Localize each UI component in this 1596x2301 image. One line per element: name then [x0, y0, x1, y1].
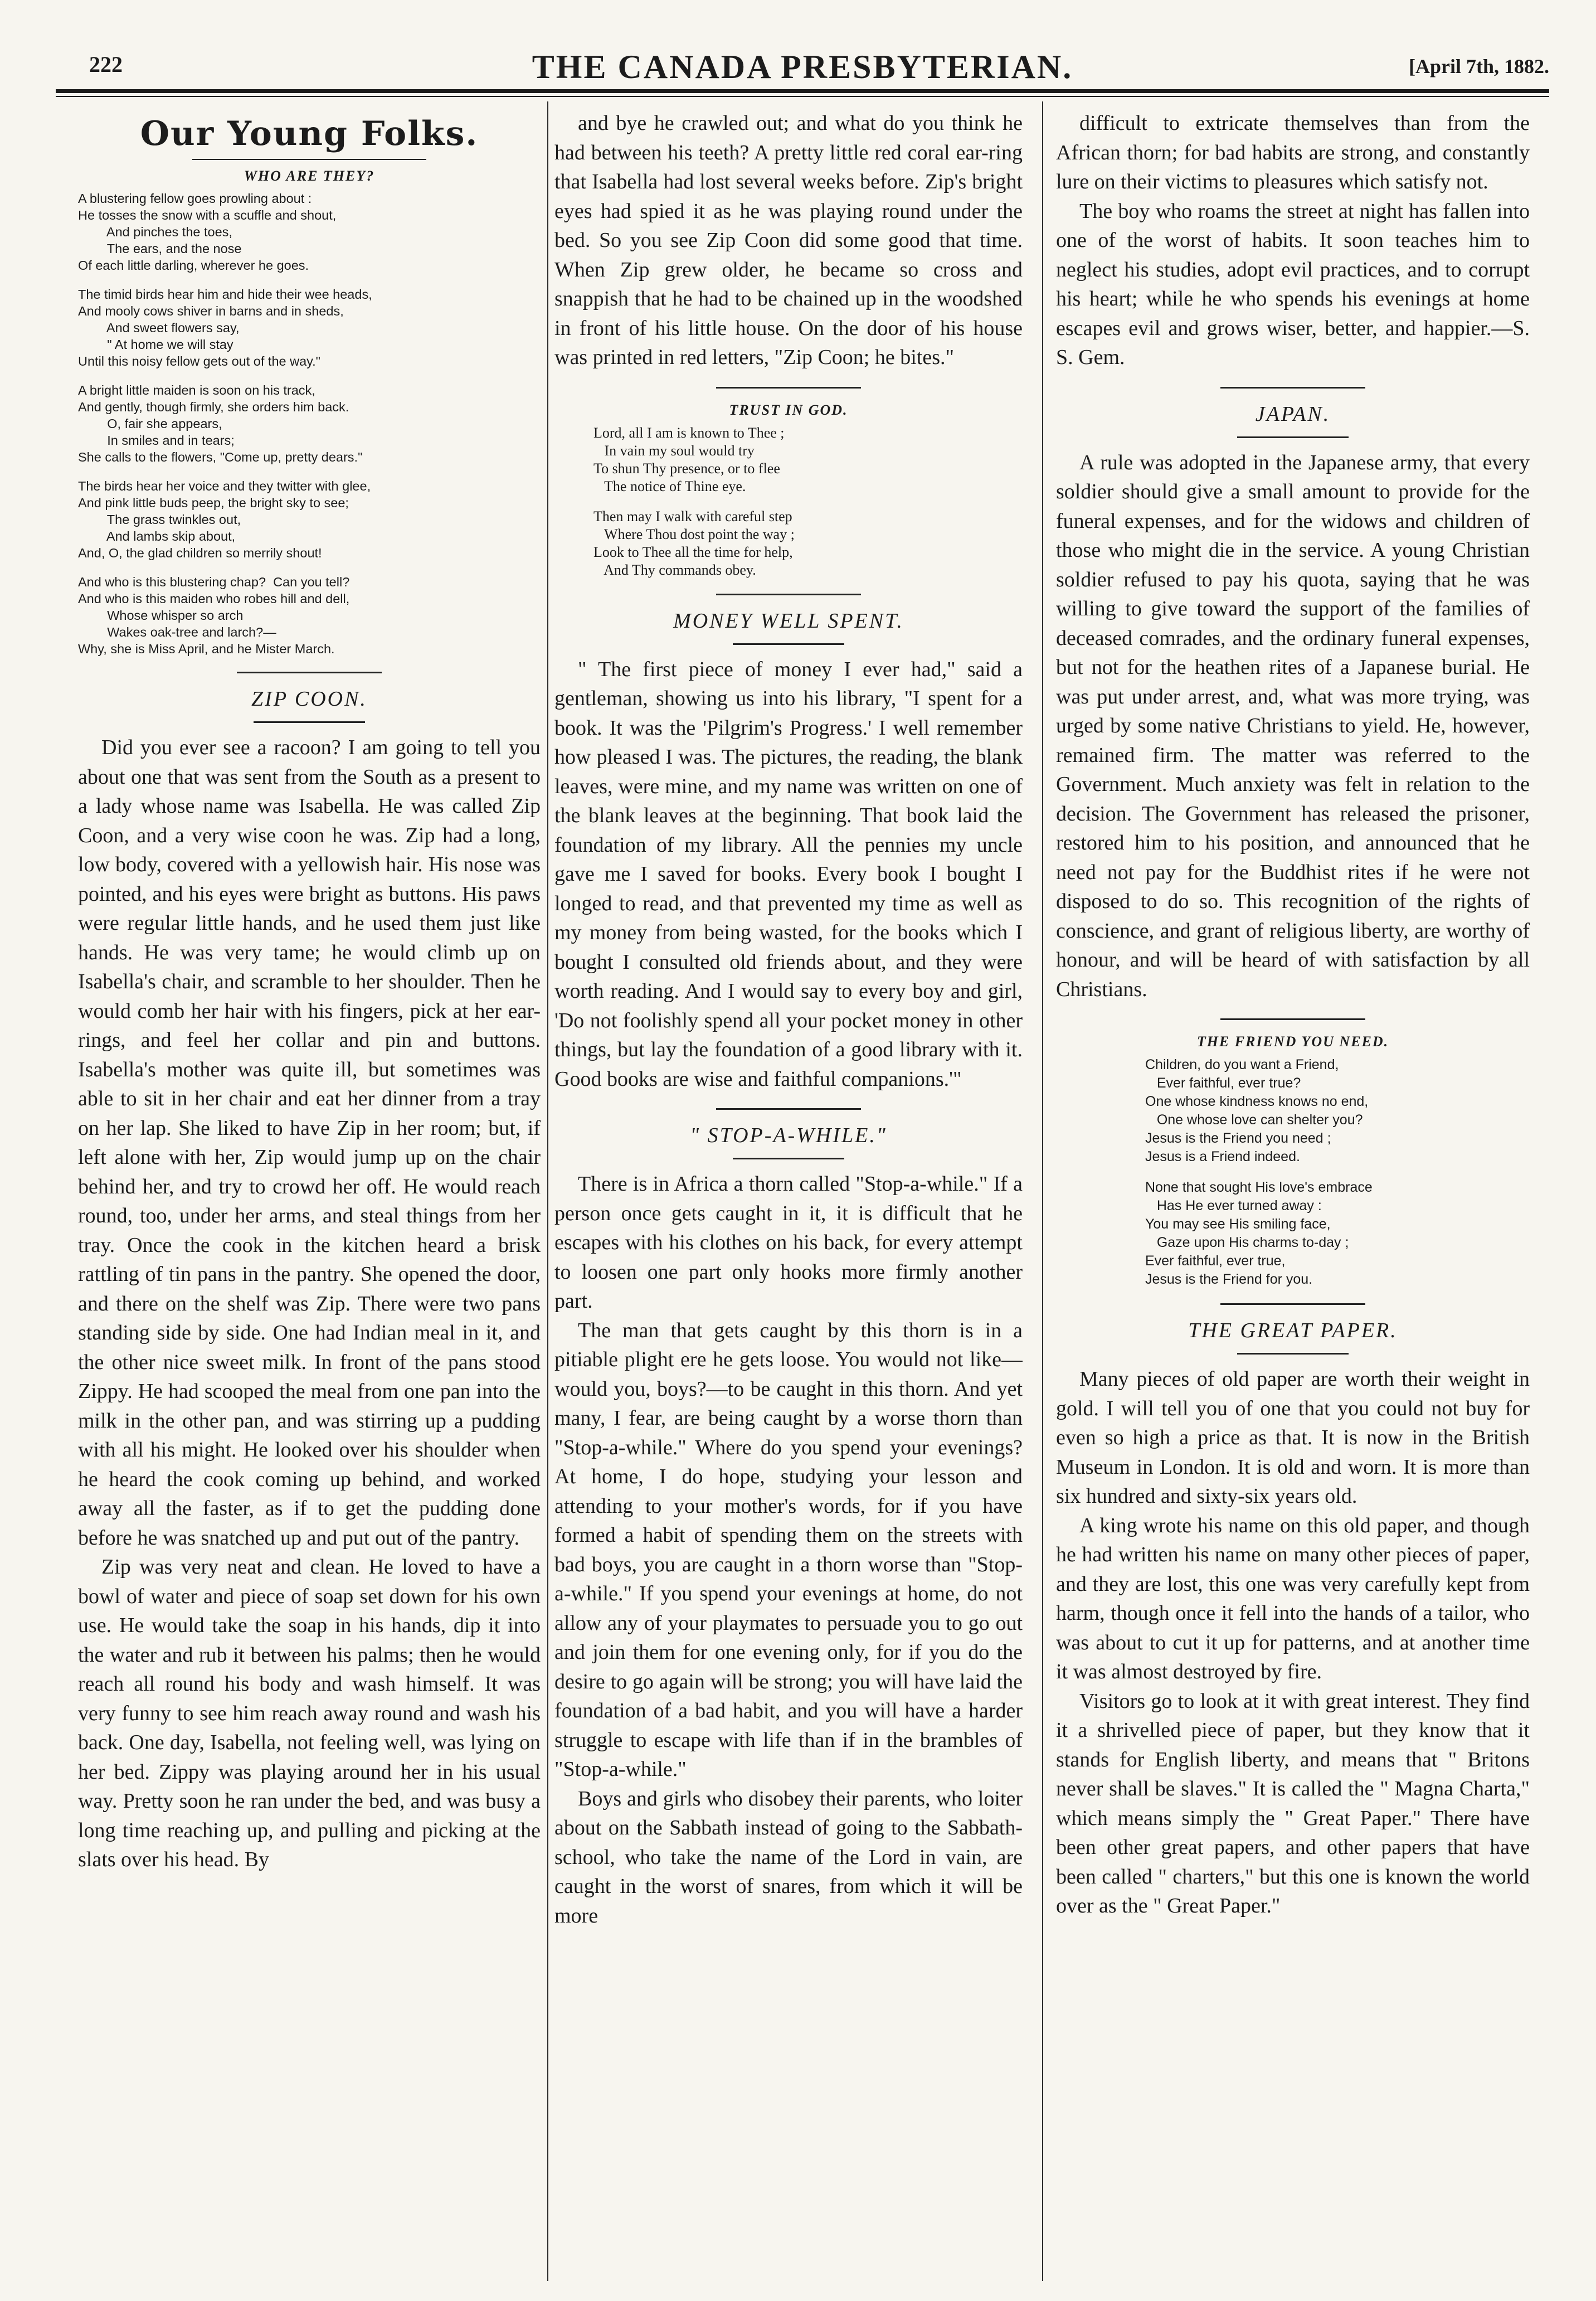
poem-line: In smiles and in tears;: [78, 433, 235, 448]
poem-stanza: [593, 508, 1023, 579]
poem-stanza: [78, 574, 541, 657]
poem-stanza: [1145, 1178, 1530, 1289]
article-continuation: [554, 109, 1023, 372]
article-continuation: [1056, 109, 1530, 372]
poem-line: Ever faithful, ever true,: [1145, 1253, 1286, 1269]
poem-line: Jesus is the Friend for you.: [1145, 1271, 1313, 1287]
section-divider: [1220, 1303, 1365, 1305]
paragraph: difficult to extricate themselves than from the African thorn; for bad habits are strong, and constantly lure on their victims to pleasures which satisfy not.: [1056, 111, 1530, 193]
paragraph: The man that gets caught by this thorn is in a pitiable plight ere he gets loose. You would not like—would you, boys?—to be caught in this thorn. And yet many, I fear, are being caught by a worse thorn than "Stop-a-while." Where do you spend your evenings? At home, I do hope, studying your lesson and attending to your mother's words, for if you have formed a habit of spending them on the streets with bad boys, you are caught in a thorn worse than "Stop-a-while." If you spend your evenings at home, do not allow any of your playmates to persuade you to go out and join them for one evening only, for if you do the desire to go again will be strong; you will have laid the foundation of a bad habit, and you will have a harder struggle to escape with life than if in the brambles of "Stop-a-while.": [554, 1318, 1023, 1781]
poem-stanza: [78, 286, 541, 370]
column-divider: [1042, 101, 1043, 2281]
poem-line: And pinches the toes,: [78, 225, 232, 239]
section-divider: [1220, 387, 1365, 389]
poem-line: The notice of Thine eye.: [593, 478, 746, 494]
poem-line: A blustering fellow goes prowling about :: [78, 191, 312, 206]
poem-line: And who is this maiden who robes hill and dell,: [78, 591, 350, 606]
paragraph: There is in Africa a thorn called "Stop-a-while." If a person once gets caught in it, it is difficult that he escapes with his clothes on his back, for every attempt to loosen one part only hooks more firmly another part.: [554, 1172, 1023, 1313]
poem-stanza: [1145, 1056, 1530, 1166]
article-title: " STOP-A-WHILE.": [690, 1124, 887, 1147]
poem-stanza: [78, 382, 541, 465]
article-body: [1056, 448, 1530, 1004]
poem-line: None that sought His love's embrace: [1145, 1179, 1373, 1195]
poem-line: In vain my soul would try: [593, 442, 755, 459]
poem-stanza: [78, 478, 541, 561]
title-underline: [733, 1158, 844, 1159]
paragraph: Many pieces of old paper are worth their weight in gold. I will tell you of one that you could not buy for even so high a price as that. It is now in the British Museum in London. It is old and worn. It is more than six hundred and sixty-six years old.: [1056, 1367, 1530, 1508]
paragraph: Did you ever see a racoon? I am going to tell you about one that was sent from the South as a present to a lady whose name was Isabella. He was called Zip Coon, and a very wise coon he was. Zip had a long, low body, covered with a yellowish hair. His nose was pointed, and his eyes were bright as buttons. His paws were regular little hands, and he used them just like hands. He was very tame; he would climb up on Isabella's chair, and scramble to her shoulder. Then he would comb her hair with his fingers, pick at her ear-rings, and feel her collar and pin and buttons. Isabella's mother was quite ill, but sometimes was able to sit in her chair and eat her dinner from a tray on her lap. She liked to have Zip in her room; but, if left alone with her, Zip would jump up on the chair behind her, and try to crowd her off. He would reach round, too, under her arms, and steal things from her tray. Once the cook in the kitchen heard a brisk rattling of tin pans in the pantry. She opened the door, and there on the shelf was Zip. There were two pans standing side by side. One had Indian meal in it, and the other nice sweet milk. In front of the pans stood Zippy. He had scooped the meal from one pan into the milk in the other pan, and was stirring up a pudding with all his might. He looked over his shoulder when he heard the cook coming up behind, and worked away all the faster, as if to get the pudding done before he was snatched up and put out of the pantry.: [78, 736, 541, 1550]
poem-line: Children, do you want a Friend,: [1145, 1057, 1339, 1072]
paragraph: Visitors go to look at it with great interest. They find it a shrivelled piece of paper, but they know that it stands for English liberty, and means that " Britons never shall be slaves." It is called the " Magna Charta," which means simply the " Great Paper." There have been other great papers, and other papers that have been called " charters," but this one is known the world over as the " Great Paper.": [1056, 1689, 1530, 1918]
page-number: 222: [89, 52, 123, 77]
poem-line: And lambs skip about,: [78, 529, 236, 543]
column-divider: [547, 101, 548, 2281]
poem-line: One whose love can shelter you?: [1145, 1112, 1363, 1128]
article-title: THE GREAT PAPER.: [1188, 1319, 1398, 1342]
poem-line: Look to Thee all the time for help,: [593, 543, 793, 560]
paragraph: The boy who roams the street at night has fallen into one of the worst of habits. It soon teaches him to neglect his studies, adopt evil practices, and to corrupt his heart; while he who spends his evenings at home escapes evil and grows wiser, better, and happier.—S. S. Gem.: [1056, 199, 1530, 369]
poem-line: And who is this blustering chap? Can you tell?: [78, 575, 350, 589]
newspaper-title: THE CANADA PRESBYTERIAN.: [532, 48, 1073, 85]
section-divider: [237, 672, 382, 673]
paragraph: Zip was very neat and clean. He loved to have a bowl of water and piece of soap set down for his own use. He would take the soap in his hands, dip it into the water and rub it between his palms; then he would reach all round his body and wash himself. It was very funny to see him reach away round and wash his back. One day, Isabella, not feeling well, was lying on her bed. Zippy was playing around her in his usual way. Pretty soon he ran under the bed, and was busy a long time reaching up, and pulling and picking at the slats over his head. By: [78, 1555, 541, 1871]
poem-line: A bright little maiden is soon on his track,: [78, 383, 315, 397]
poem: [1056, 1056, 1530, 1289]
poem-line: And, O, the glad children so merrily shout!: [78, 546, 322, 560]
article-title: JAPAN.: [1255, 402, 1331, 426]
title-underline: [733, 643, 844, 645]
paragraph: A king wrote his name on this old paper, and though he had written his name on many other pieces of paper, and they are lost, this one was very carefully kept from harm, though once it fell into the hands of a tailor, who was about to cut it up for patterns, and at another time it was almost destroyed by fire.: [1056, 1513, 1530, 1683]
poem-line: Has He ever turned away :: [1145, 1198, 1322, 1213]
title-underline: [1237, 436, 1349, 438]
poem-line: Then may I walk with careful step: [593, 508, 792, 525]
poem-line: Whose whisper so arch: [78, 608, 244, 623]
poem-line: The birds hear her voice and they twitter with glee,: [78, 479, 371, 493]
page-header: [56, 48, 1549, 87]
column-3: [1056, 109, 1530, 2277]
poem-line: And gently, though firmly, she orders him back.: [78, 400, 349, 414]
header-rule: [56, 89, 1549, 93]
article-body: [1056, 1365, 1530, 1921]
column-2: [554, 109, 1023, 2277]
issue-date: [April 7th, 1882.: [1409, 55, 1549, 77]
poem-line: Why, she is Miss April, and he Mister March.: [78, 642, 335, 656]
article-body: [554, 655, 1023, 1094]
section-divider: [1220, 1018, 1365, 1020]
title-underline: [254, 721, 365, 723]
section-divider: [716, 1108, 861, 1110]
poem-line: To shun Thy presence, or to flee: [593, 460, 780, 477]
section-masthead: Our Young Folks.: [78, 114, 541, 160]
title-underline: [1237, 1353, 1349, 1355]
poem-line: " At home we will stay: [78, 337, 233, 352]
poem-line: Ever faithful, ever true?: [1145, 1075, 1301, 1091]
poem-line: Jesus is the Friend you need ;: [1145, 1130, 1331, 1146]
article-title: MONEY WELL SPENT.: [673, 609, 904, 633]
poem-line: You may see His smiling face,: [1145, 1216, 1331, 1232]
poem-title: THE FRIEND YOU NEED.: [1196, 1033, 1389, 1050]
poem-line: And sweet flowers say,: [78, 321, 240, 335]
poem-line: One whose kindness knows no end,: [1145, 1094, 1369, 1109]
poem-line: And mooly cows shiver in barns and in sheds,: [78, 304, 344, 318]
poem-line: Jesus is a Friend indeed.: [1145, 1149, 1300, 1164]
poem-line: She calls to the flowers, "Come up, pretty dears.": [78, 450, 363, 464]
poem-title: WHO ARE THEY?: [244, 168, 375, 184]
column-1: [78, 109, 541, 2277]
poem: [78, 190, 541, 657]
article-title: ZIP COON.: [251, 687, 367, 711]
poem-title: TRUST IN GOD.: [729, 401, 848, 418]
poem-line: And pink little buds peep, the bright sky to see;: [78, 496, 349, 510]
poem-line: Until this noisy fellow gets out of the way.": [78, 354, 321, 368]
poem-stanza: [593, 424, 1023, 496]
poem-line: Where Thou dost point the way ;: [593, 526, 795, 542]
poem-stanza: [78, 190, 541, 274]
poem-line: He tosses the snow with a scuffle and shout,: [78, 208, 337, 222]
poem-line: O, fair she appears,: [78, 416, 222, 431]
poem: [554, 424, 1023, 579]
paragraph: and bye he crawled out; and what do you think he had between his teeth? A pretty little red coral ear-ring that Isabella had lost several weeks before. Zip's bright eyes had spied it as he was playing round under the bed. So you see Zip Coon did some good that time. When Zip grew older, he became so cross and snappish that he had to be chained up in the woodshed in front of his little house. On the door of his house was printed in red letters, "Zip Coon; he bites.": [554, 111, 1023, 369]
poem-line: The timid birds hear him and hide their wee heads,: [78, 287, 372, 302]
poem-line: Lord, all I am is known to Thee ;: [593, 424, 785, 441]
section-divider: [716, 594, 861, 595]
poem-line: Wakes oak-tree and larch?—: [78, 625, 276, 639]
paragraph: A rule was adopted in the Japanese army, that every soldier should give a small amount to provide for the funeral expenses, and for the widows and children of those who might die in the service. A young Christian soldier refused to pay his quota, saying that he was willing to give toward the support of the families of deceased comrades, and the ordinary funeral expenses, but not for the heathen rites of a Japanese burial. He was put under arrest, and, what was more trying, was urged by some native Christians to yield. He, however, remained firm. The matter was referred to the Government. Much anxiety was felt in relation to the decision. The Government has released the prisoner, restored him to his position, and announced that he need not pay for the Buddhist rites if he were not disposed to do so. This recognition of the rights of conscience, and grant of religious liberty, are worthy of honour, and will be heard of with satisfaction by all Christians.: [1056, 450, 1530, 1001]
poem-line: The ears, and the nose: [78, 241, 242, 256]
poem-line: Of each little darling, wherever he goes.: [78, 258, 309, 273]
paragraph: " The first piece of money I ever had," said a gentleman, showing us into his library, "I spent for a book. It was the 'Pilgrim's Progress.' I well remember how pleased I was. The pictures, the reading, the blank leaves, were mine, and my name was written on one of the blank leaves at the beginning. That book laid the foundation of my library. All the pennies my uncle gave me I saved for books. Every book I bought I longed to read, and that prevented my time as well as my money from being wasted, for the books which I bought I consulted old friends about, and they were worth reading. And I would say to every boy and girl, 'Do not foolishly spend all your pocket money in other things, but lay the foundation of a good library with it. Good books are wise and faithful companions.'": [554, 657, 1023, 1091]
poem-line: Gaze upon His charms to-day ;: [1145, 1235, 1349, 1250]
paragraph: Boys and girls who disobey their parents, who loiter about on the Sabbath instead of going to the Sabbath-school, who take the name of the Lord in vain, are caught in the worst of snares, from which it will be more: [554, 1787, 1023, 1928]
section-divider: [716, 387, 861, 389]
article-body: [78, 733, 541, 1875]
article-body: [554, 1169, 1023, 1930]
poem-line: The grass twinkles out,: [78, 512, 241, 527]
header-rule-thin: [56, 96, 1549, 97]
poem-line: And Thy commands obey.: [593, 561, 756, 578]
